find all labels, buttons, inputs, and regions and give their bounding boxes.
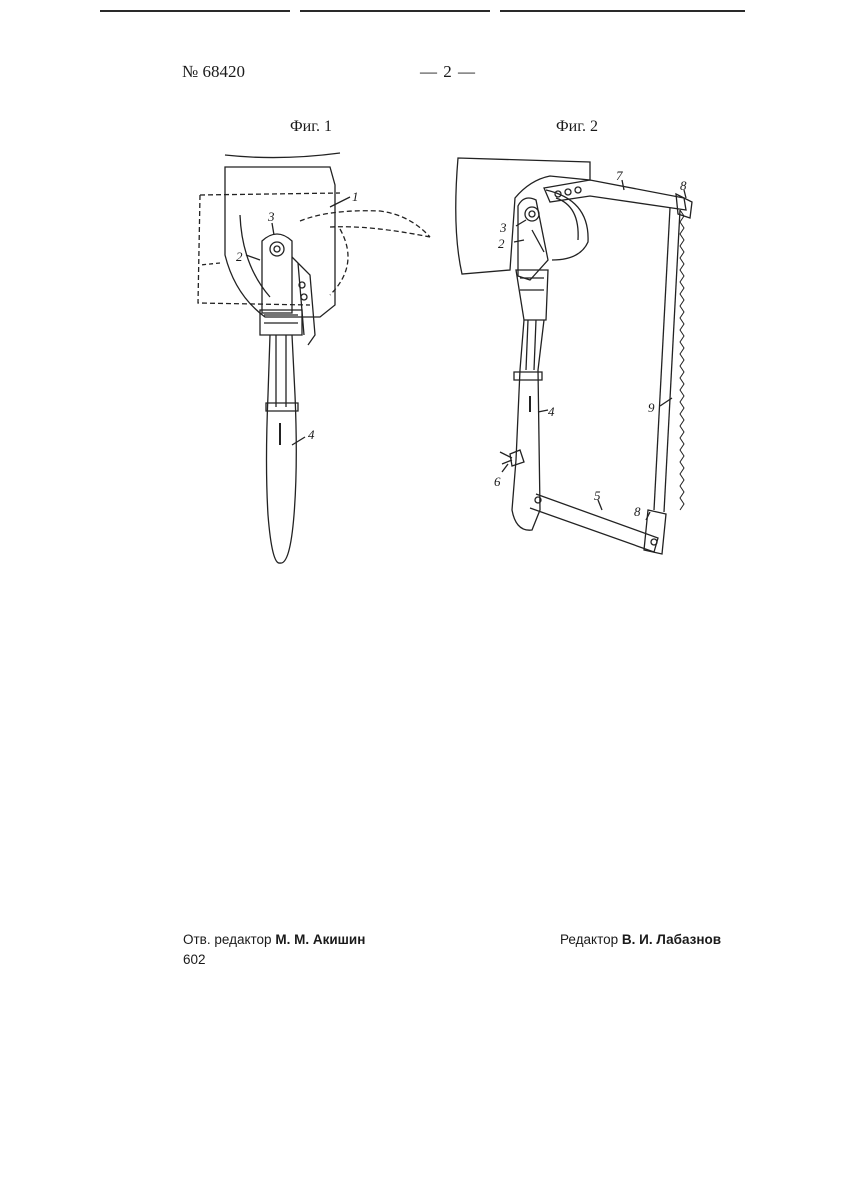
editor [560, 932, 721, 947]
fig2-label-9: 9 [648, 400, 655, 415]
figure-1-drawing [180, 145, 460, 575]
figure-2-drawing [440, 150, 700, 570]
fig2-label-6: 6 [494, 474, 501, 489]
editor-name: В. И. Лабазнов [621, 932, 722, 947]
figure-1-caption: Фиг. 1 [290, 118, 332, 135]
responsible-editor-role: Отв. редактор [183, 932, 272, 947]
figure-2-caption: Фиг. 2 [556, 118, 598, 135]
top-rule-mid [300, 10, 490, 12]
fig2-label-7: 7 [616, 168, 623, 183]
fig2-label-8-bottom: 8 [634, 504, 641, 519]
fig2-label-2: 2 [498, 236, 505, 251]
responsible-editor [183, 932, 365, 947]
fig1-label-2: 2 [236, 249, 243, 264]
page-number: — 2 — [420, 62, 476, 81]
responsible-editor-name: М. М. Акишин [275, 932, 366, 947]
fig1-label-1: 1 [352, 189, 359, 204]
fig1-label-3: 3 [268, 209, 275, 224]
fig1-label-4: 4 [308, 427, 315, 442]
editor-role: Редактор [560, 932, 619, 947]
fig2-label-4: 4 [548, 404, 555, 419]
print-code: 602 [183, 952, 206, 967]
fig2-label-3: 3 [500, 220, 507, 235]
fig2-label-8-top: 8 [680, 178, 687, 193]
top-rule-left [100, 10, 290, 12]
top-rule-right [500, 10, 745, 12]
fig2-label-5: 5 [594, 488, 601, 503]
patent-number: № 68420 [182, 62, 245, 81]
